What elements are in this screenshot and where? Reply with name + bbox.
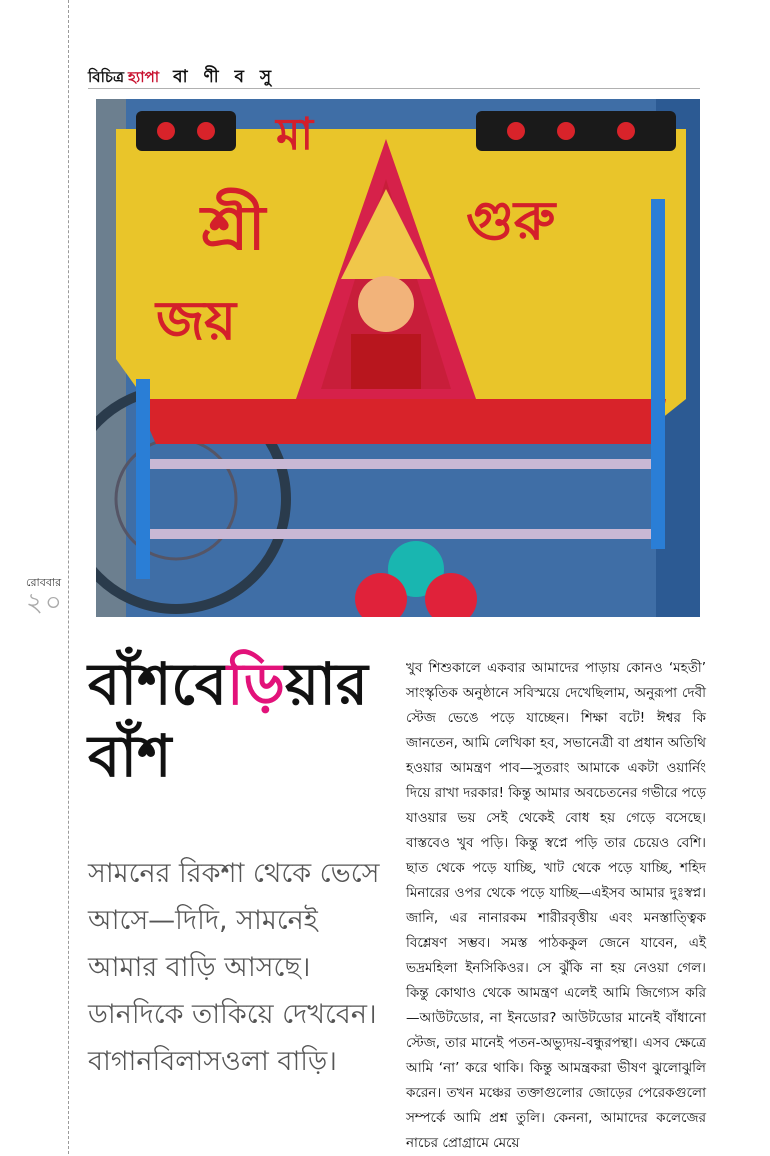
magazine-name-label: রোববার	[26, 576, 62, 589]
rickshaw-photo	[96, 99, 700, 617]
article-title	[88, 648, 388, 792]
title-part-end: য়ার	[285, 650, 368, 718]
painted-text-left: শ্রী	[201, 191, 266, 264]
title-part-accent: ড়ি	[227, 650, 286, 718]
painted-text-right: গুরু	[466, 189, 556, 252]
painted-text-bottom: জয়	[156, 289, 237, 352]
title-line-1	[88, 648, 388, 720]
column-series-accent: হ্যাপা	[128, 68, 160, 86]
author-name: বা ণী ব সু	[173, 67, 277, 87]
column-series-name: বিচিত্র	[88, 68, 125, 86]
title-line-2: বাঁশ	[88, 722, 172, 790]
margin-dashed-line	[68, 0, 69, 1154]
standfirst-quote: সামনের রিকশা থেকে ভেসে আসে—দিদি, সামনেই আমার বাড়ি আসছে। ডানদিকে তাকিয়ে দেখবেন। বাগানবিলাসওলা বাড়ি।	[88, 858, 380, 1077]
page-number: ২০	[26, 588, 64, 618]
article-body: খুব শিশুকালে একবার আমাদের পাড়ায় কোনও ‘মহতী’ সাংস্কৃতিক অনুষ্ঠানে সবিস্ময়ে দেখেছিলাম, অনুরূপা দেবী স্টেজ ভেঙে পড়ে যাচ্ছেন। শিক্ষা বটে! ঈশ্বর কি জানতেন, আমি লেখিকা হব, সভানেত্রী বা প্রধান অতিথি হওয়ার আমন্ত্রণ পাব—সুতরাং আমাকে একটা ওয়ার্নিং দিয়ে রাখা দরকার! কিন্তু আমার অবচেতনের গভীরে পড়ে যাওয়ার ভয় সেই থেকেই বোধ হয় গেড়ে বসেছে। বাস্তবেও খুব পড়ি। কিন্তু স্বপ্নে পড়ি তার চেয়েও বেশি। ছাত থেকে পড়ে যাচ্ছি, খাট থেকে পড়ে যাচ্ছি, শহিদ মিনারের ওপর থেকে পড়ে যাচ্ছি—এইসব আমার দুঃস্বপ্ন। জানি, এর নানারকম শারীরবৃত্তীয় এবং মনস্তাত্ত্বিক বিশ্লেষণ সম্ভব। সমস্ত পাঠককুল জেনে যাবেন, এই ভদ্রমহিলা ইনসিকিওর। সে ঝুঁকি না হয় নেওয়া গেল। কিন্তু কোথাও থেকে আমন্ত্রণ এলেই আমি জিগ্যেস করি—আউটডোর, না ইনডোর? আউটডোর মানেই বাঁধানো স্টেজ, তার মানেই পতন-অভ্যুদয়-বন্ধুরপন্থা। এসব ক্ষেত্রে আমি ‘না’ করে থাকি। কিন্তু আমন্ত্রকরা ভীষণ ঝুলোঝুলি করেন। তখন মঞ্চের তক্তাগুলোর জোড়ের পেরেকগুলো সম্পর্কে আমি প্রশ্ন তুলি। কেননা, আমাদের কলেজের নাচের প্রোগ্রামে মেয়ে	[406, 660, 706, 1151]
page-header	[88, 64, 277, 87]
title-part-start: বাঁশবে	[88, 650, 228, 718]
header-rule	[88, 88, 700, 89]
painted-text-top: মা	[276, 109, 314, 160]
